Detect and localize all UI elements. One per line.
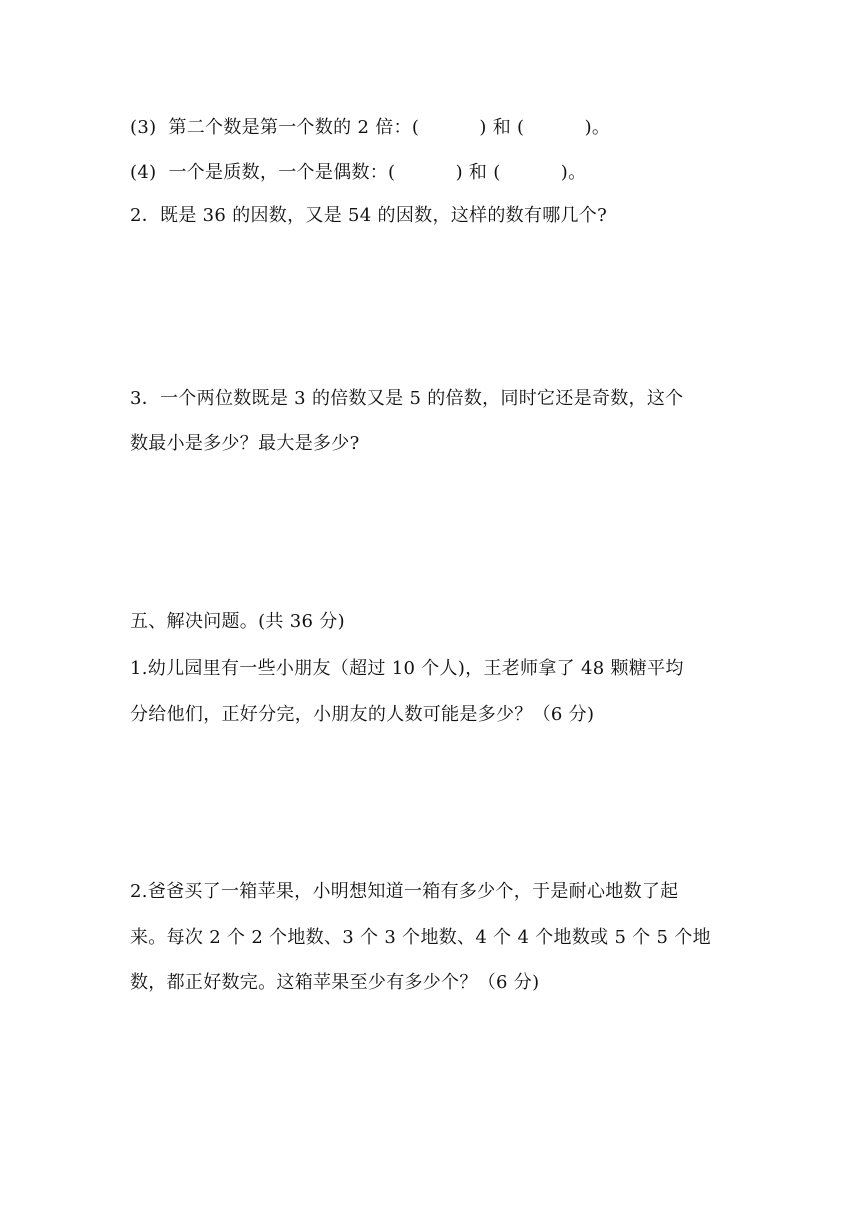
question-4-3-line-1: 3．一个两位数既是 3 的倍数又是 5 的倍数，同时它还是奇数，这个 — [130, 388, 684, 409]
question-4-1-part-3: (3) 第二个数是第一个数的 2 倍：( ) 和 ( )。 — [130, 117, 611, 138]
question-4-2: 2．既是 36 的因数，又是 54 的因数，这样的数有哪几个? — [130, 205, 608, 226]
problem-5-2-line-3: 数，都正好数完。这箱苹果至少有多少个？（6 分) — [130, 972, 540, 993]
problem-5-1-line-1: 1.幼儿园里有一些小朋友（超过 10 个人)，王老师拿了 48 颗糖平均 — [130, 658, 684, 679]
question-4-3-line-2: 数最小是多少？最大是多少? — [130, 433, 360, 454]
problem-5-2-line-1: 2.爸爸买了一箱苹果，小明想知道一箱有多少个，于是耐心地数了起 — [130, 881, 679, 902]
problem-5-2-line-2: 来。每次 2 个 2 个地数、3 个 3 个地数、4 个 4 个地数或 5 个 5 个地 — [130, 927, 711, 948]
section-5-heading: 五、解决问题。(共 36 分) — [130, 611, 345, 632]
question-4-1-part-4: (4) 一个是质数，一个是偶数：( ) 和 ( )。 — [130, 162, 587, 183]
problem-5-1-line-2: 分给他们，正好分完，小朋友的人数可能是多少？（6 分) — [130, 704, 595, 725]
